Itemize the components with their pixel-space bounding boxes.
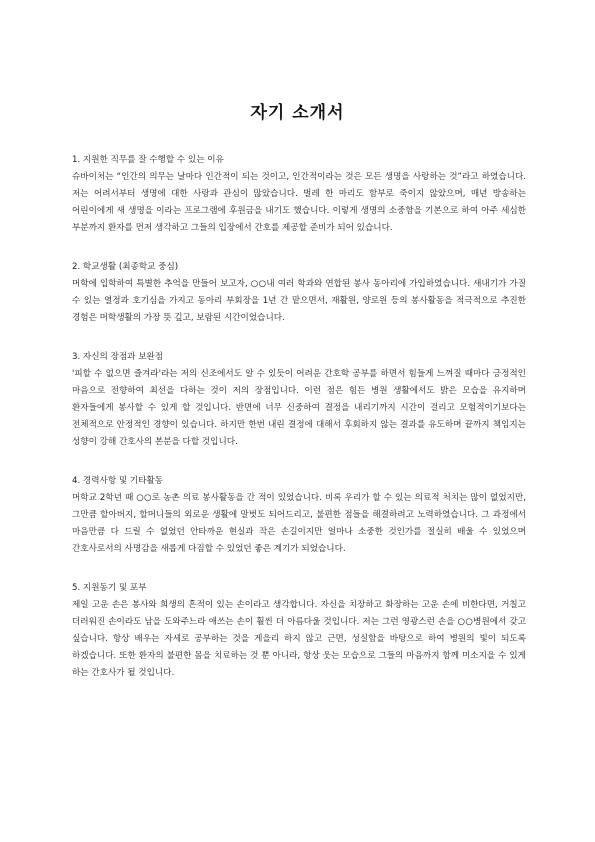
section-heading: 2. 학교생활 (최종학교 중심) bbox=[72, 262, 179, 272]
section-heading: 4. 경력사항 및 기타활동 bbox=[72, 476, 164, 486]
section-5 bbox=[72, 580, 526, 682]
section-4 bbox=[72, 473, 526, 558]
section-paragraph: 머학교 2학년 때 ○○로 농촌 의료 봉사활동을 간 적이 있었습니다. 비록 우리가 할 수 있는 의료적 처치는 많이 없었지만, 그만큼 할아버지, 할머니들의 외로운 생활에 말벗도 되어드리고, 불편한 점들을 해결하려고 노력하였습니다. 그 과정에서 마음만큼 다 드릴 수 없었던 안타까운 현실과 작은 손길이지만 얼마나 소중한 것인가를 절실히 배울 수 있었으며 간호사로서의 사명감을 새롭게 다짐할 수 있었던 좋은 계기가 되었습니다. bbox=[72, 493, 526, 554]
section-paragraph: 머학에 입학하여 특별한 추억을 만들어 보고자, ○○내 여러 학과와 연합된 봉사 동아리에 가입하였습니다. 새내기가 가질 수 있는 열정과 호기심을 가지고 동아리 부회장을 1년 간 맡으면서, 재활원, 양로원 등의 봉사활동을 적극적으로 추진한 경험은 머학생활의 가장 뜻 깊고, 보람된 시간이었습니다. bbox=[72, 279, 526, 323]
section-heading: 3. 자신의 장점과 보완점 bbox=[72, 352, 164, 362]
section-heading: 1. 지원한 직무를 잘 수행할 수 있는 이유 bbox=[72, 155, 224, 165]
section-paragraph: 제일 고운 손은 봉사와 희생의 흔적이 있는 손이라고 생각합니다. 자신을 치장하고 화장하는 고운 손에 비한다면, 거칠고 더러워진 손이라도 남을 도와주느라 애쓰는 손이 훨씬 더 아름다울 것입니다. 저는 그런 영광스런 손을 ○○병원에서 갖고 싶습니다. 항상 배우는 자세로 공부하는 것을 게을리 하지 않고 근면, 성실함을 바탕으로 하여 병원의 빛이 되도록 하겠습니다. 또한 환자의 불편한 몸을 치료하는 것 뿐 아니라, 항상 웃는 모습으로 그들의 마음까지 함께 미소지을 수 있게 하는 간호사가 될 것입니다. bbox=[72, 600, 526, 678]
section-paragraph: '피할 수 없으면 즐겨라'라는 저의 신조에서도 알 수 있듯이 어려운 간호학 공부를 하면서 힘들게 느껴질 때마다 긍정적인 마음으로 전향하여 최선을 다하는 것이 저의 장점입니다. 이런 점은 힘든 병원 생활에서도 밝은 모습을 유지하며 환자들에게 봉사할 수 있게 할 것입니다. 반면에 너무 신중하여 결정을 내리기까지 시간이 걸리고 모험적이기보다는 전체적으로 안정적인 경향이 있습니다. 하지만 한번 내린 결정에 대해서 후회하지 않는 결과를 유도하며 끝까지 책임지는 성향이 강해 간호사의 본분을 다할 것입니다. bbox=[72, 369, 526, 447]
section-paragraph: 슈바이처는 “인간의 의무는 날마다 인간적이 되는 것이고, 인간적이라는 것은 모든 생명을 사랑하는 것”라고 하였습니다. 저는 어려서부터 생명에 대한 사랑과 관심이 많았습니다. 벌레 한 마리도 함부로 죽이지 않았으며, 매년 방송하는 어린이에게 새 생명을 이라는 프로그램에 후원금을 내기도 했습니다. 이렇게 생명의 소중함을 기본으로 하여 아주 세심한 부분까지 환자를 먼저 생각하고 그들의 입장에서 간호를 제공할 준비가 되어 있습니다. bbox=[72, 172, 526, 233]
document-body bbox=[72, 152, 526, 704]
section-2 bbox=[72, 259, 526, 327]
document-title: 자기 소개서 bbox=[250, 103, 345, 123]
section-heading: 5. 지원동기 및 포부 bbox=[72, 583, 147, 593]
section-3 bbox=[72, 349, 526, 451]
section-1 bbox=[72, 152, 526, 237]
